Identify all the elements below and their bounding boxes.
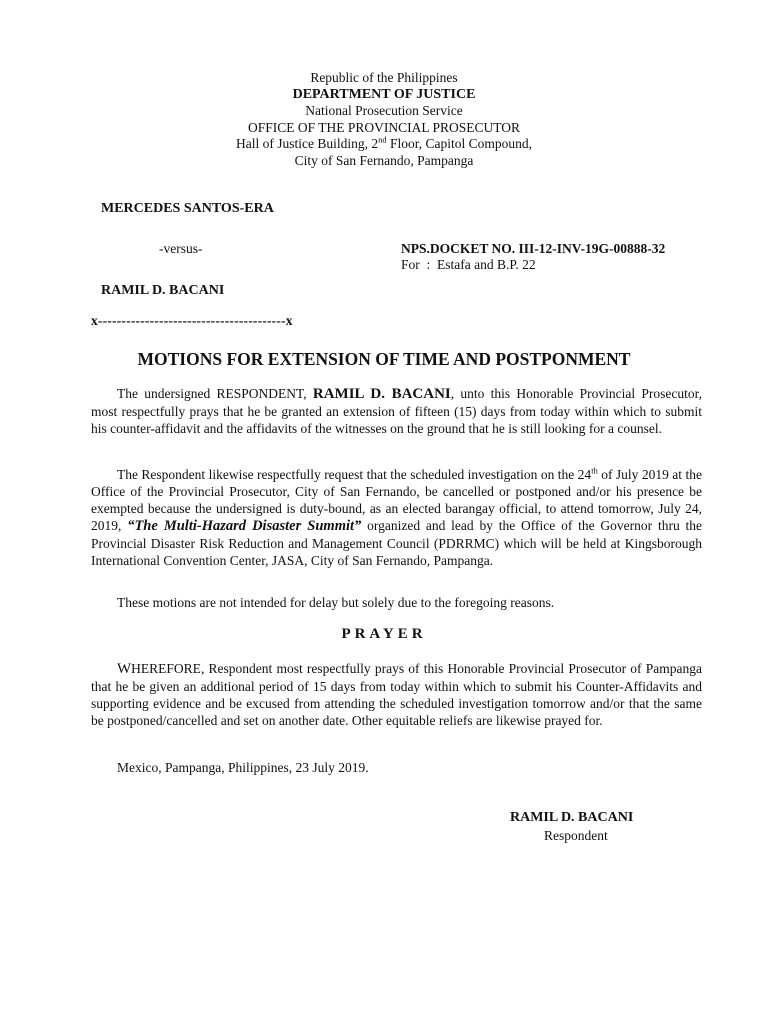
complainant-name: MERCEDES SANTOS-ERA [101,201,274,216]
paragraph-postponement-post: organized and lead by the Office of the Governor thru the Provincial Disaster Risk Reduction and Management Council (PDRRMC) which will be held at Kingsborough International Convention Center, JASA, City of San Fernando, Pampanga. [91,518,703,568]
header-republic: Republic of the Philippines [310,70,458,85]
document-title: MOTIONS FOR EXTENSION OF TIME AND POSTPONMENT [137,349,631,369]
prayer-heading: PRAYER [341,626,427,642]
respondent-name-inline: RAMIL D. BACANI [312,386,451,402]
paragraph-postponement-mid: of July 2019 at the Office of the Provincial Prosecutor, City of San Fernando, be cancelled or postponed and/or his presence be exempted because the undersigned is duty-bound, as an elected barangay official, to attend tomorrow, July 24, 2019, [91,467,702,533]
case-nature: For : Estafa and B.P. 22 [401,257,536,272]
paragraph-postponement-pre: The Respondent likewise respectfully request that the scheduled investigation on the 24 [117,467,592,482]
header-office: OFFICE OF THE PROVINCIAL PROSECUTOR [247,119,521,135]
event-name: “The Multi-Hazard Disaster Summit” [127,518,362,534]
docket-block [401,241,665,273]
paragraph-intent: These motions are not intended for delay but solely due to the foregoing reasons. [117,595,555,610]
header-service: National Prosecution Service [305,103,463,118]
paragraph-extension-post: , unto this Honorable Provincial Prosecutor, most respectfully prays that he be granted an extension of fifteen (15) days from today within which to submit his counter-affidavit and the affidavits of the witnesses on the ground that he is still looking for a counsel. [91,386,702,436]
header-address [0,136,768,153]
paragraph-prayer [91,660,702,729]
header-department: DEPARTMENT OF JUSTICE [292,86,476,102]
docket-number: NPS.DOCKET NO. III-12-INV-19G-00888-32 [401,241,666,256]
header-city: City of San Fernando, Pampanga [294,152,474,168]
paragraph-extension [91,385,702,437]
header-address-sup: nd [378,134,387,145]
versus-label: -versus- [159,241,203,256]
header-address-post: Floor, Capitol Compound, [386,136,532,151]
letterhead [0,70,768,169]
paragraph-postponement [91,466,702,569]
prayer-initial: W [117,661,132,677]
respondent-name: RAMIL D. BACANI [101,283,225,298]
header-address-pre: Hall of Justice Building, 2 [236,136,379,151]
caption-separator: x----------------------------------------x [91,313,293,328]
signatory-role: Respondent [544,828,608,843]
paragraph-postponement-sup: th [591,465,598,476]
prayer-caps: HEREFORE [131,661,201,676]
place-and-date: Mexico, Pampanga, Philippines, 23 July 2019. [117,760,369,775]
paragraph-prayer-body: , Respondent most respectfully prays of this Honorable Provincial Prosecutor of Pampanga that he be given an additional period of 15 days from today within which to submit his Counter-Affidavits and supporting evidence and be excused from attending the scheduled investigation tomorrow and/or that the same be postponed/cancelled and set on another date. Other equitable reliefs are likewise prayed for. [91,661,702,728]
paragraph-extension-pre: The undersigned RESPONDENT, [117,386,313,401]
signatory-name: RAMIL D. BACANI [510,810,634,825]
